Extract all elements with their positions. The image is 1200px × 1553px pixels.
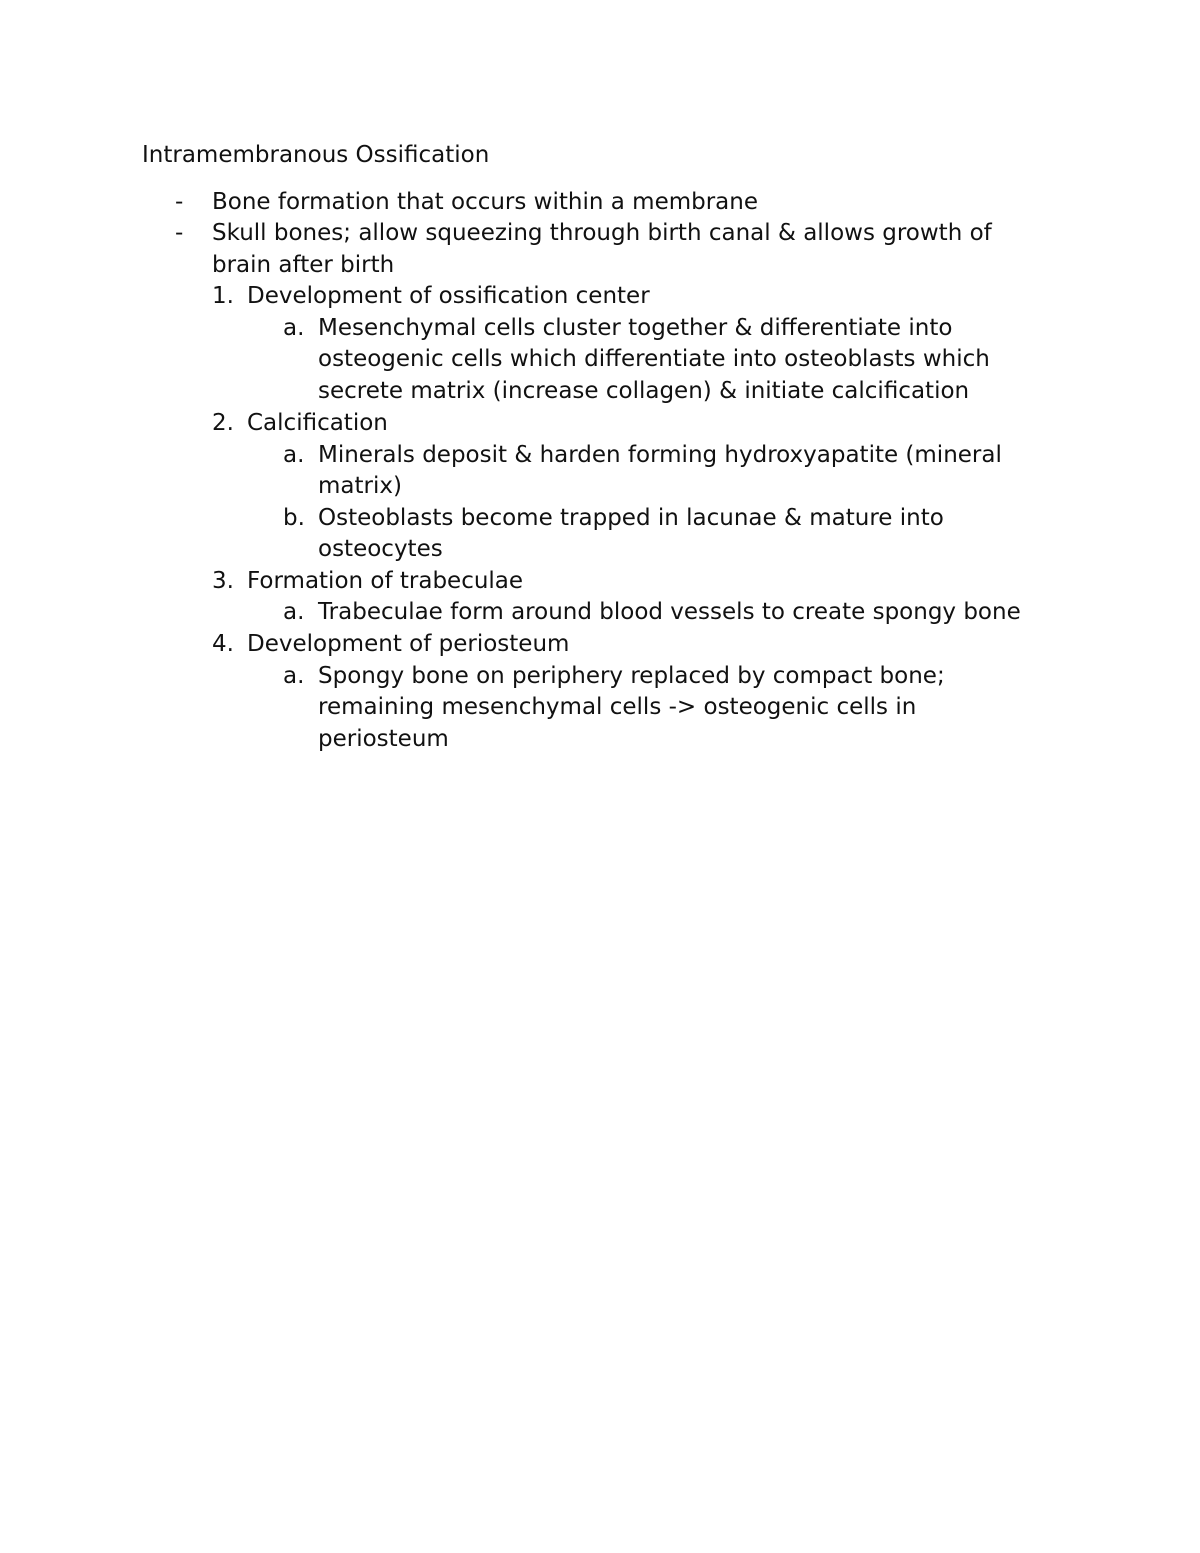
step-marker: 2. (212, 410, 234, 436)
substep-text: Trabeculae form around blood vessels to create spongy bone (318, 599, 1021, 625)
substep-text: periosteum (318, 726, 449, 752)
step-marker: 4. (212, 631, 234, 657)
substep-marker: a. (283, 442, 305, 468)
substep-text: osteocytes (318, 536, 443, 562)
step-marker: 3. (212, 568, 234, 594)
step-label: Formation of trabeculae (247, 568, 524, 594)
substep-marker: a. (283, 599, 305, 625)
bullet-marker: - (175, 220, 184, 246)
substep-text: secrete matrix (increase collagen) & initiate calcification (318, 378, 970, 404)
bullet-marker: - (175, 189, 184, 215)
substep-text: remaining mesenchymal cells -> osteogenic cells in (318, 694, 917, 720)
substep-text: osteogenic cells which differentiate into osteoblasts which (318, 346, 990, 372)
step-marker: 1. (212, 283, 234, 309)
substep-text: matrix) (318, 473, 402, 499)
substep-text: Mesenchymal cells cluster together & differentiate into (318, 315, 953, 341)
substep-text: Spongy bone on periphery replaced by compact bone; (318, 663, 945, 689)
substep-text: Osteoblasts become trapped in lacunae & mature into (318, 505, 944, 531)
bullet-text: Skull bones; allow squeezing through birth canal & allows growth of (212, 220, 992, 246)
substep-text: Minerals deposit & harden forming hydroxyapatite (mineral (318, 442, 1002, 468)
bullet-text: brain after birth (212, 252, 395, 278)
step-label: Calcification (247, 410, 388, 436)
substep-marker: a. (283, 315, 305, 341)
document-title: Intramembranous Ossification (142, 142, 490, 168)
bullet-text: Bone formation that occurs within a membrane (212, 189, 759, 215)
substep-marker: a. (283, 663, 305, 689)
substep-marker: b. (283, 505, 305, 531)
step-label: Development of periosteum (247, 631, 570, 657)
step-label: Development of ossification center (247, 283, 650, 309)
